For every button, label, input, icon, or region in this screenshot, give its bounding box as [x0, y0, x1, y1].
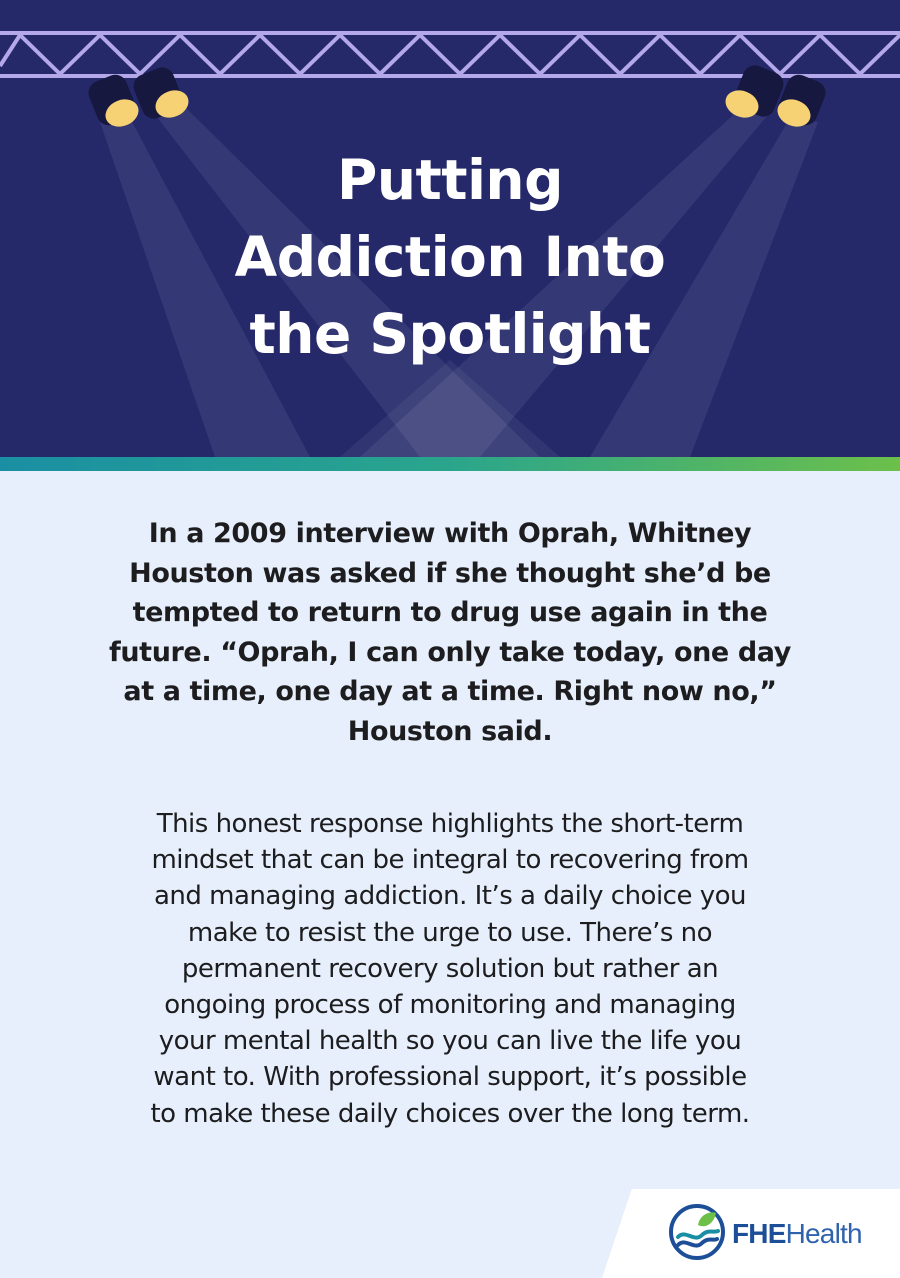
title-line: Putting [337, 148, 563, 212]
quote-line: In a 2009 interview with Oprah, Whitney [148, 518, 752, 549]
gradient-divider [0, 457, 900, 471]
body-paragraph [60, 806, 840, 1132]
body-line: make to resist the urge to use. There’s no [187, 917, 713, 948]
brand-name [732, 1216, 862, 1252]
title-line: Addiction Into [234, 225, 666, 289]
body-line: your mental health so you can live the life you [158, 1026, 742, 1057]
body-line: to make these daily choices over the long term. [150, 1098, 750, 1129]
body-line: and managing addiction. It’s a daily choice you [153, 881, 747, 912]
page-title [0, 142, 900, 373]
hero-banner [0, 0, 900, 457]
body-line: mindset that can be integral to recovering from [151, 845, 749, 876]
quote-line: Houston said. [347, 715, 553, 747]
quote-paragraph [55, 514, 845, 751]
body-line: want to. With professional support, it’s possible [153, 1062, 747, 1093]
brand-name-light: Health [785, 1218, 862, 1249]
quote-line: Houston was asked if she thought she’d be [129, 557, 771, 589]
spotlight-left-1 [85, 71, 143, 131]
quote-line: tempted to return to drug use again in the [132, 597, 768, 628]
title-line: the Spotlight [249, 302, 651, 366]
body-line: ongoing process of monitoring and managing [164, 990, 736, 1021]
quote-line: at a time, one day at a time. Right now no,” [123, 676, 777, 707]
quote-line: future. “Oprah, I can only take today, one day [109, 636, 791, 668]
body-line: permanent recovery solution but rather an [181, 953, 719, 984]
body-line: This honest response highlights the short-term [156, 809, 744, 839]
fhe-health-logo-icon [668, 1203, 726, 1261]
brand-name-strong: FHE [732, 1218, 786, 1249]
